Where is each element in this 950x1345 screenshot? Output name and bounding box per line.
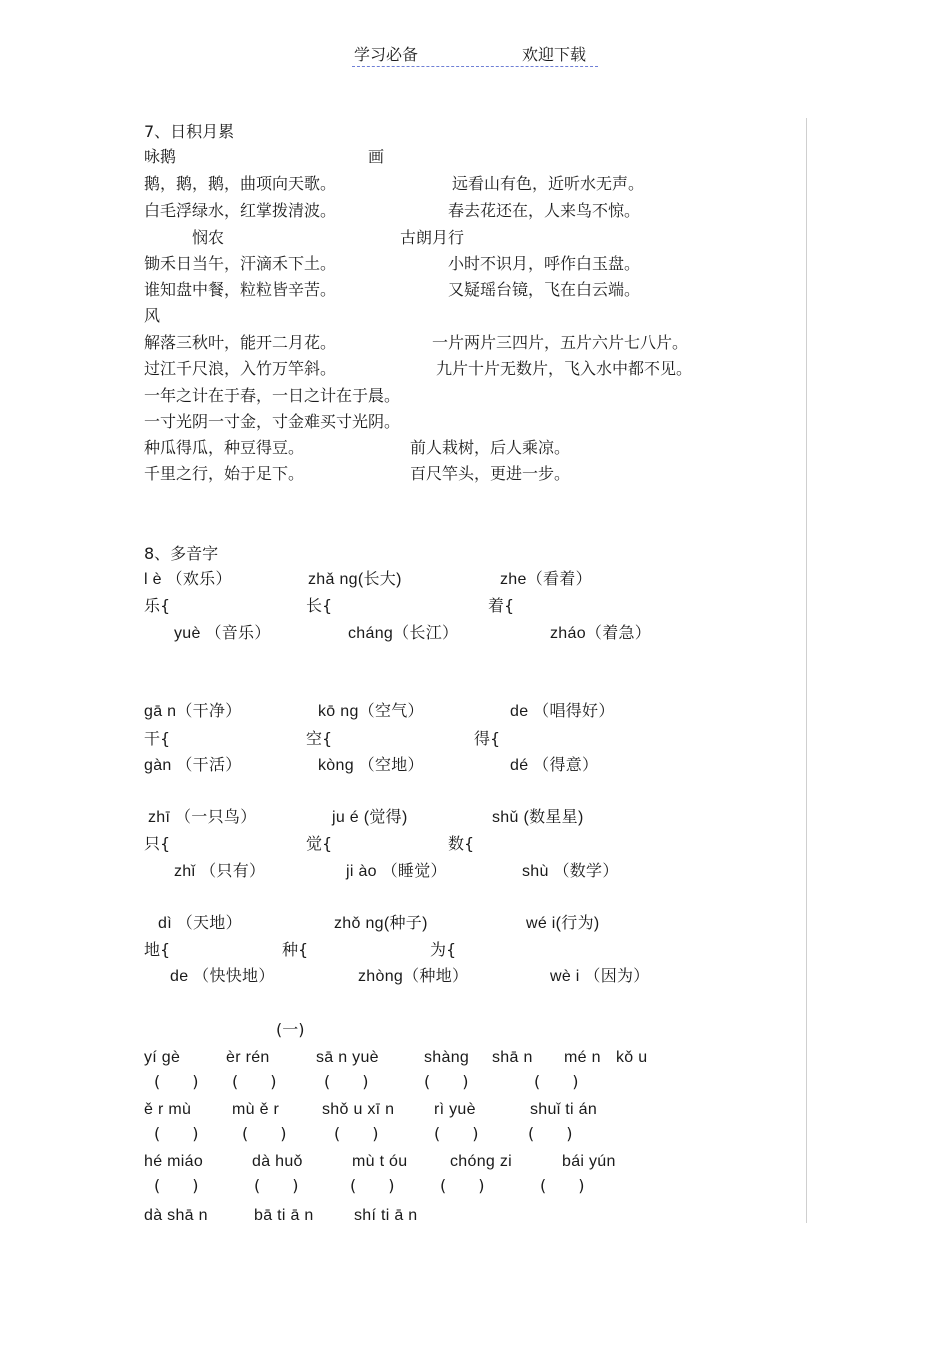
margin-line bbox=[806, 118, 807, 1223]
pinyin-word: kǒ u bbox=[616, 1049, 648, 1066]
pinyin-word: mù ě r bbox=[232, 1101, 280, 1118]
poem-title: 咏鹅 bbox=[144, 147, 177, 166]
poem-line: 一片两片三四片，五片六片七八片。 bbox=[432, 333, 689, 352]
polyphone-char: 为{ bbox=[430, 940, 457, 959]
polyphone-reading: ju é (觉得) bbox=[332, 809, 408, 826]
saying: 种瓜得瓜，种豆得豆。 bbox=[144, 438, 305, 457]
pinyin-word: bái yún bbox=[562, 1153, 616, 1170]
pinyin-word: chóng zi bbox=[450, 1153, 512, 1170]
polyphone-char: 空{ bbox=[306, 729, 333, 748]
answer-blank[interactable]: ( ) bbox=[242, 1124, 287, 1143]
poem-title: 画 bbox=[368, 147, 385, 166]
saying: 一年之计在于春，一日之计在于晨。 bbox=[144, 386, 401, 405]
polyphone-reading: zhe（看着） bbox=[500, 571, 592, 588]
polyphone-char: 地{ bbox=[144, 940, 171, 959]
polyphone-reading: de （唱得好） bbox=[510, 703, 615, 720]
polyphone-reading: dì （天地） bbox=[158, 915, 242, 932]
answer-blank[interactable]: ( ) bbox=[540, 1176, 585, 1195]
answer-blank[interactable]: ( ) bbox=[254, 1176, 299, 1195]
pinyin-word: hé miáo bbox=[144, 1153, 204, 1170]
polyphone-reading: ji ào （睡觉） bbox=[346, 863, 447, 880]
polyphone-reading: l è （欢乐） bbox=[144, 571, 232, 588]
polyphone-char: 干{ bbox=[144, 729, 171, 748]
polyphone-char: 长{ bbox=[306, 596, 333, 615]
header-right: 欢迎下载 bbox=[522, 45, 587, 64]
poem-title: 悯农 bbox=[192, 228, 225, 247]
saying: 千里之行，始于足下。 bbox=[144, 464, 305, 483]
polyphone-reading: dé （得意） bbox=[510, 757, 599, 774]
polyphone-reading: yuè （音乐） bbox=[174, 625, 271, 642]
pinyin-word: shí ti ā n bbox=[354, 1207, 418, 1224]
poem-line: 九片十片无数片，飞入水中都不见。 bbox=[436, 359, 693, 378]
pinyin-word: dà huǒ bbox=[252, 1153, 303, 1170]
pinyin-word: mé n bbox=[564, 1049, 601, 1066]
answer-blank[interactable]: ( ) bbox=[154, 1072, 199, 1091]
pinyin-word: mù t óu bbox=[352, 1153, 408, 1170]
polyphone-reading: de （快快地） bbox=[170, 968, 275, 985]
answer-blank[interactable]: ( ) bbox=[528, 1124, 573, 1143]
polyphone-char: 觉{ bbox=[306, 834, 333, 853]
page-header bbox=[352, 42, 598, 67]
polyphone-reading: gā n（干净） bbox=[144, 703, 242, 720]
polyphone-char: 着{ bbox=[488, 596, 515, 615]
poem-line: 谁知盘中餐，粒粒皆辛苦。 bbox=[144, 280, 337, 299]
answer-blank[interactable]: ( ) bbox=[334, 1124, 379, 1143]
answer-blank[interactable]: ( ) bbox=[424, 1072, 469, 1091]
answer-blank[interactable]: ( ) bbox=[232, 1072, 277, 1091]
polyphone-char: 种{ bbox=[282, 940, 309, 959]
header-left: 学习必备 bbox=[354, 45, 419, 64]
polyphone-reading: zhǎ ng(长大) bbox=[308, 571, 402, 588]
poem-line: 鹅，鹅，鹅，曲项向天歌。 bbox=[144, 174, 337, 193]
pinyin-word: rì yuè bbox=[434, 1101, 476, 1118]
polyphone-char: 乐{ bbox=[144, 596, 171, 615]
answer-blank[interactable]: ( ) bbox=[534, 1072, 579, 1091]
polyphone-reading: zhòng（种地） bbox=[358, 968, 469, 985]
poem-title: 风 bbox=[144, 306, 161, 325]
polyphone-reading: shù （数学） bbox=[522, 863, 619, 880]
poem-title: 古朗月行 bbox=[400, 228, 465, 247]
polyphone-reading: wé i(行为) bbox=[526, 915, 600, 932]
exercise-title: (一) bbox=[276, 1020, 305, 1039]
answer-blank[interactable]: ( ) bbox=[154, 1124, 199, 1143]
answer-blank[interactable]: ( ) bbox=[434, 1124, 479, 1143]
answer-blank[interactable]: ( ) bbox=[154, 1176, 199, 1195]
section-7-title: 7、日积月累 bbox=[144, 122, 235, 141]
saying: 百尺竿头，更进一步。 bbox=[410, 464, 571, 483]
polyphone-reading: kō ng（空气） bbox=[318, 703, 424, 720]
section-8-title: 8、多音字 bbox=[144, 544, 219, 563]
polyphone-reading: shǔ (数星星) bbox=[492, 809, 584, 826]
poem-line: 锄禾日当午，汗滴禾下土。 bbox=[144, 254, 337, 273]
polyphone-char: 得{ bbox=[474, 729, 501, 748]
polyphone-reading: gàn （干活） bbox=[144, 757, 242, 774]
pinyin-word: bā ti ā n bbox=[254, 1207, 314, 1224]
pinyin-word: yí gè bbox=[144, 1049, 181, 1066]
saying: 一寸光阴一寸金，寸金难买寸光阴。 bbox=[144, 412, 401, 431]
poem-line: 又疑瑶台镜，飞在白云端。 bbox=[448, 280, 641, 299]
pinyin-word: shǒ u xī n bbox=[322, 1101, 395, 1118]
poem-line: 春去花还在，人来鸟不惊。 bbox=[448, 201, 641, 220]
saying: 前人栽树，后人乘凉。 bbox=[410, 438, 571, 457]
poem-line: 白毛浮绿水，红掌拨清波。 bbox=[144, 201, 337, 220]
answer-blank[interactable]: ( ) bbox=[350, 1176, 395, 1195]
polyphone-reading: kòng （空地） bbox=[318, 757, 424, 774]
pinyin-word: ě r mù bbox=[144, 1101, 192, 1118]
polyphone-reading: zhǐ （只有） bbox=[174, 863, 266, 880]
polyphone-reading: zhǒ ng(种子) bbox=[334, 915, 428, 932]
poem-line: 小时不识月，呼作白玉盘。 bbox=[448, 254, 641, 273]
answer-blank[interactable]: ( ) bbox=[324, 1072, 369, 1091]
pinyin-word: shuǐ ti án bbox=[530, 1101, 598, 1118]
poem-line: 解落三秋叶，能开二月花。 bbox=[144, 333, 337, 352]
polyphone-char: 只{ bbox=[144, 834, 171, 853]
pinyin-word: èr rén bbox=[226, 1049, 270, 1066]
answer-blank[interactable]: ( ) bbox=[440, 1176, 485, 1195]
pinyin-word: dà shā n bbox=[144, 1207, 208, 1224]
pinyin-word: shā n bbox=[492, 1049, 533, 1066]
polyphone-reading: zhī （一只鸟） bbox=[148, 809, 257, 826]
polyphone-reading: wè i （因为） bbox=[550, 968, 650, 985]
polyphone-reading: zháo（着急） bbox=[550, 625, 652, 642]
polyphone-char: 数{ bbox=[448, 834, 475, 853]
pinyin-word: shàng bbox=[424, 1049, 470, 1066]
poem-line: 远看山有色，近听水无声。 bbox=[452, 174, 645, 193]
pinyin-word: sā n yuè bbox=[316, 1049, 379, 1066]
polyphone-reading: cháng（长江） bbox=[348, 625, 459, 642]
poem-line: 过江千尺浪，入竹万竿斜。 bbox=[144, 359, 337, 378]
